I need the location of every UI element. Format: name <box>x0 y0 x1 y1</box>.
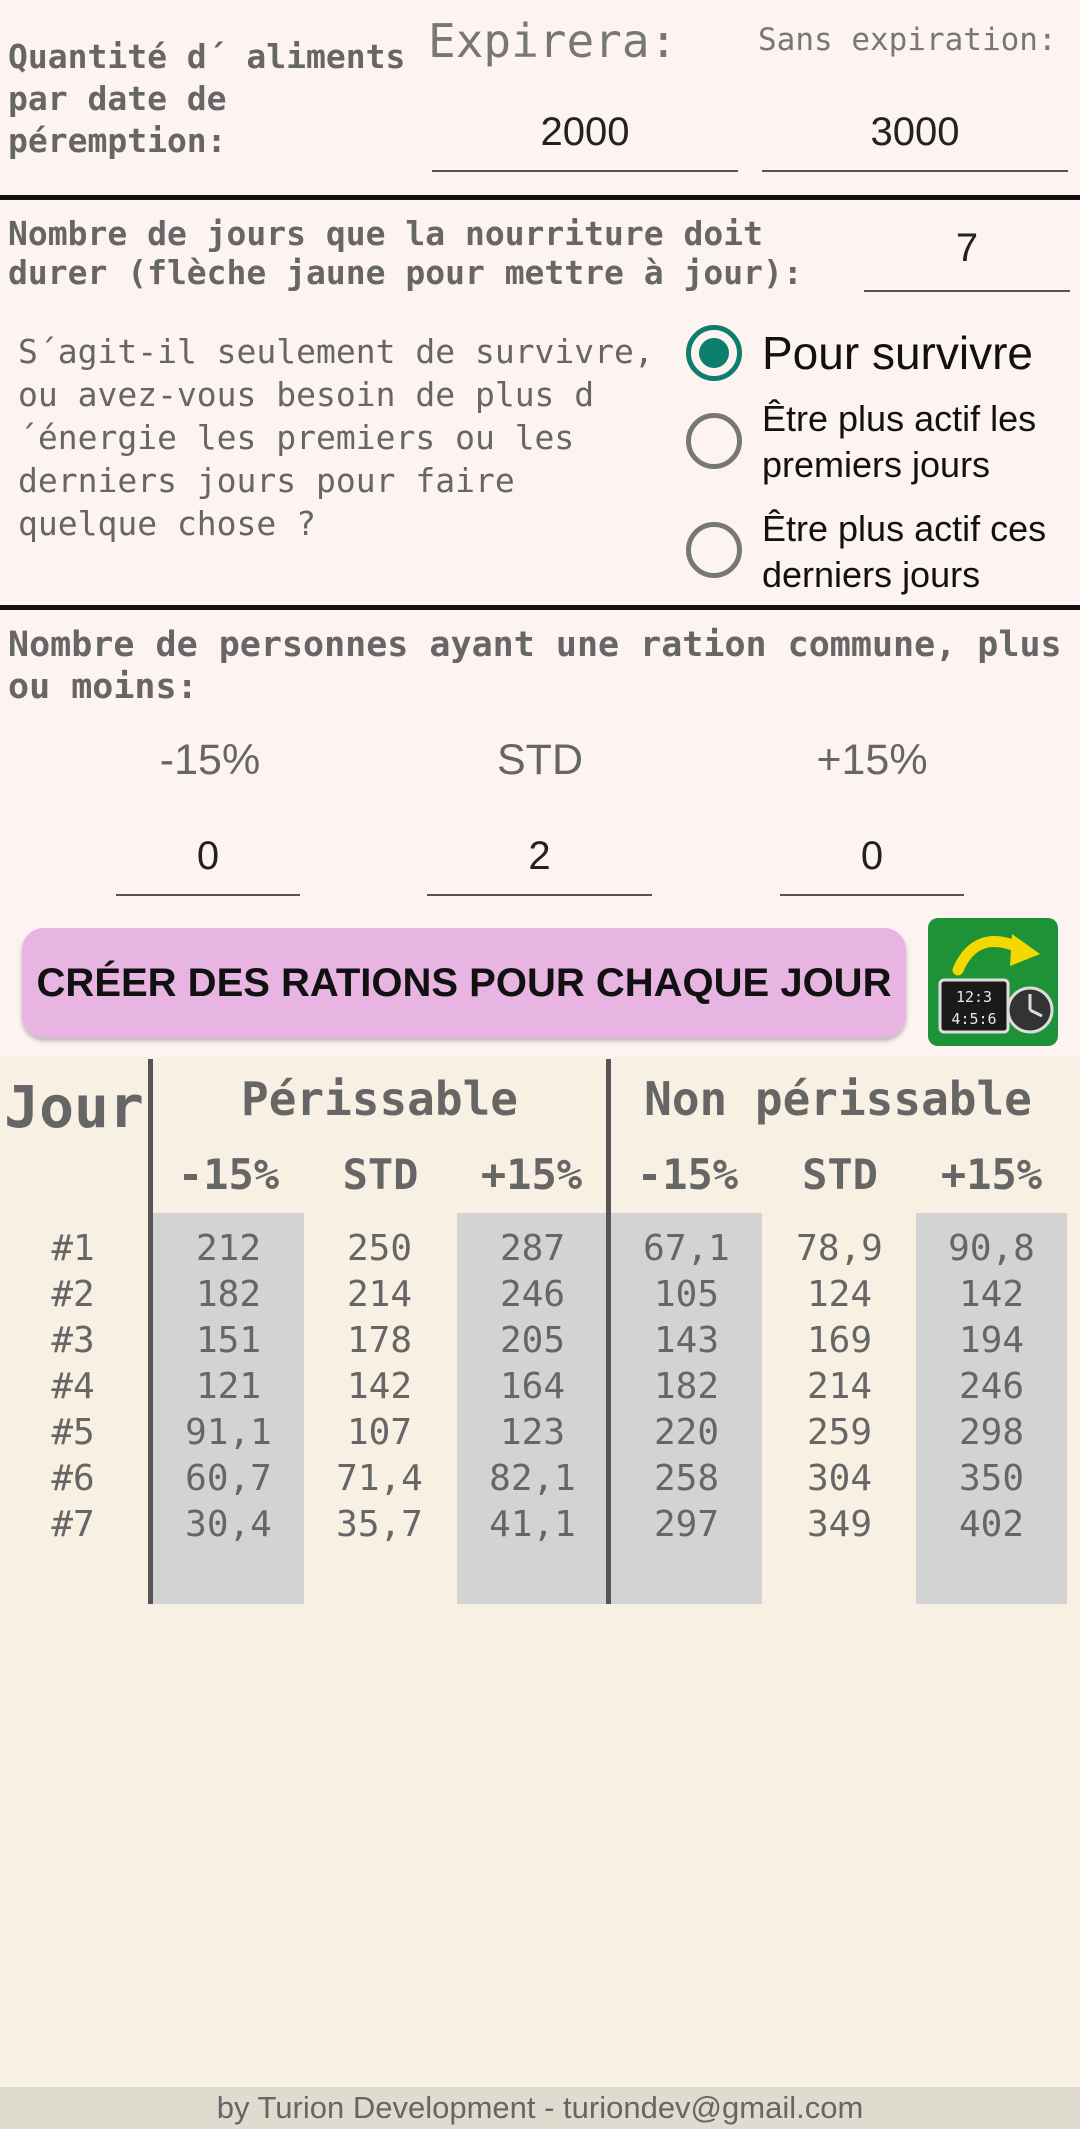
calendar-update-icon-graphic <box>928 918 1058 1046</box>
create-rations-button[interactable]: CRÉER DES RATIONS POUR CHAQUE JOUR <box>22 928 906 1038</box>
perishable-low-header: -15% <box>177 1150 280 1199</box>
radio-survive[interactable] <box>686 325 742 381</box>
calendar-digits-bottom: 4:5:6 <box>951 1010 997 1028</box>
expires-label: Expirera: <box>428 14 678 68</box>
mode-question: S´agit-il seulement de survivre, ou avez-vous besoin de plus d´énergie les premiers ou les derniers jours pour faire quelque chose ? <box>18 332 654 543</box>
divider <box>0 605 1080 610</box>
table-cell: 298 <box>958 1412 1025 1453</box>
table-cell: 258 <box>653 1458 720 1499</box>
table-cell: 107 <box>346 1412 413 1453</box>
non-perishable-header: Non périssable <box>644 1072 1032 1126</box>
expiry-label: Quantité d´ aliments par date de péremption: <box>8 37 406 160</box>
divider <box>0 195 1080 200</box>
table-cell: 214 <box>346 1274 413 1315</box>
table-row-day: #7 <box>51 1504 95 1545</box>
footer-credit: by Turion Development - turiondev@gmail.com <box>0 2087 1080 2129</box>
table-cell: 151 <box>195 1320 262 1361</box>
table-cell: 250 <box>346 1228 413 1269</box>
calendar-update-icon[interactable] <box>928 918 1058 1046</box>
perishable-header: Périssable <box>241 1072 518 1126</box>
table-cell: 287 <box>499 1228 566 1269</box>
people-label: Nombre de personnes ayant une ration commune, plus ou moins: <box>8 625 1062 707</box>
non-perishable-std-header: STD <box>802 1150 878 1199</box>
table-cell: 304 <box>806 1458 873 1499</box>
table-cell: 259 <box>806 1412 873 1453</box>
table-cell: 220 <box>653 1412 720 1453</box>
table-cell: 71,4 <box>336 1458 423 1499</box>
people-std-header: STD <box>497 736 583 784</box>
radio-active-last-days[interactable] <box>686 522 742 578</box>
table-row-day: #4 <box>51 1366 95 1407</box>
table-cell: 194 <box>958 1320 1025 1361</box>
column-shade <box>153 1213 304 1604</box>
table-cell: 90,8 <box>948 1228 1035 1269</box>
perishable-high-header: +15% <box>480 1150 583 1199</box>
table-row-day: #6 <box>51 1458 95 1499</box>
perishable-std-header: STD <box>342 1150 419 1199</box>
column-shade <box>916 1213 1067 1604</box>
table-cell: 246 <box>499 1274 566 1315</box>
table-cell: 212 <box>195 1228 262 1269</box>
table-cell: 205 <box>499 1320 566 1361</box>
table-cell: 123 <box>499 1412 566 1453</box>
non-perishable-high-header: +15% <box>940 1150 1043 1199</box>
people-high-header: +15% <box>816 736 928 784</box>
non-perishable-low-header: -15% <box>636 1150 739 1199</box>
table-cell: 121 <box>195 1366 262 1407</box>
calendar-digits-top: 12:3 <box>955 988 993 1006</box>
column-shade <box>457 1213 608 1604</box>
table-cell: 91,1 <box>185 1412 272 1453</box>
people-low-header: -15% <box>159 736 261 784</box>
table-cell: 349 <box>806 1504 873 1545</box>
people-std-input[interactable]: 2 <box>427 834 652 896</box>
radio-active-first-days[interactable] <box>686 413 742 469</box>
table-cell: 246 <box>958 1366 1025 1407</box>
radio-active-last-days-label[interactable]: Être plus actif ces derniers jours <box>762 508 1047 595</box>
table-cell: 143 <box>653 1320 720 1361</box>
table-cell: 169 <box>806 1320 873 1361</box>
radio-survive-label[interactable]: Pour survivre <box>762 327 1033 379</box>
table-cell: 67,1 <box>643 1228 730 1269</box>
table-cell: 105 <box>653 1274 720 1315</box>
table-cell: 350 <box>958 1458 1025 1499</box>
table-row-day: #5 <box>51 1412 95 1453</box>
table-row-day: #2 <box>51 1274 95 1315</box>
people-low-input[interactable]: 0 <box>116 834 300 896</box>
table-cell: 182 <box>195 1274 262 1315</box>
table-cell: 30,4 <box>185 1504 272 1545</box>
table-cell: 178 <box>346 1320 413 1361</box>
table-cell: 142 <box>958 1274 1025 1315</box>
table-cell: 164 <box>499 1366 566 1407</box>
expires-quantity-input[interactable]: 2000 <box>432 110 738 172</box>
table-cell: 60,7 <box>185 1458 272 1499</box>
table-cell: 78,9 <box>796 1228 883 1269</box>
no-expiry-quantity-input[interactable]: 3000 <box>762 110 1068 172</box>
day-column-header: Jour <box>4 1073 144 1141</box>
days-input[interactable]: 7 <box>864 226 1070 292</box>
table-row-day: #1 <box>51 1228 95 1269</box>
table-cell: 35,7 <box>336 1504 423 1545</box>
table-cell: 182 <box>653 1366 720 1407</box>
column-shade <box>611 1213 762 1604</box>
table-cell: 297 <box>653 1504 720 1545</box>
table-cell: 82,1 <box>489 1458 576 1499</box>
table-cell: 124 <box>806 1274 873 1315</box>
table-cell: 402 <box>958 1504 1025 1545</box>
no-expiry-label: Sans expiration: <box>758 22 1057 58</box>
table-cell: 142 <box>346 1366 413 1407</box>
days-label: Nombre de jours que la nourriture doit durer (flèche jaune pour mettre à jour): <box>8 214 803 292</box>
table-cell: 214 <box>806 1366 873 1407</box>
table-row-day: #3 <box>51 1320 95 1361</box>
table-cell: 41,1 <box>489 1504 576 1545</box>
radio-active-first-days-label[interactable]: Être plus actif les premiers jours <box>762 398 1037 485</box>
people-high-input[interactable]: 0 <box>780 834 964 896</box>
